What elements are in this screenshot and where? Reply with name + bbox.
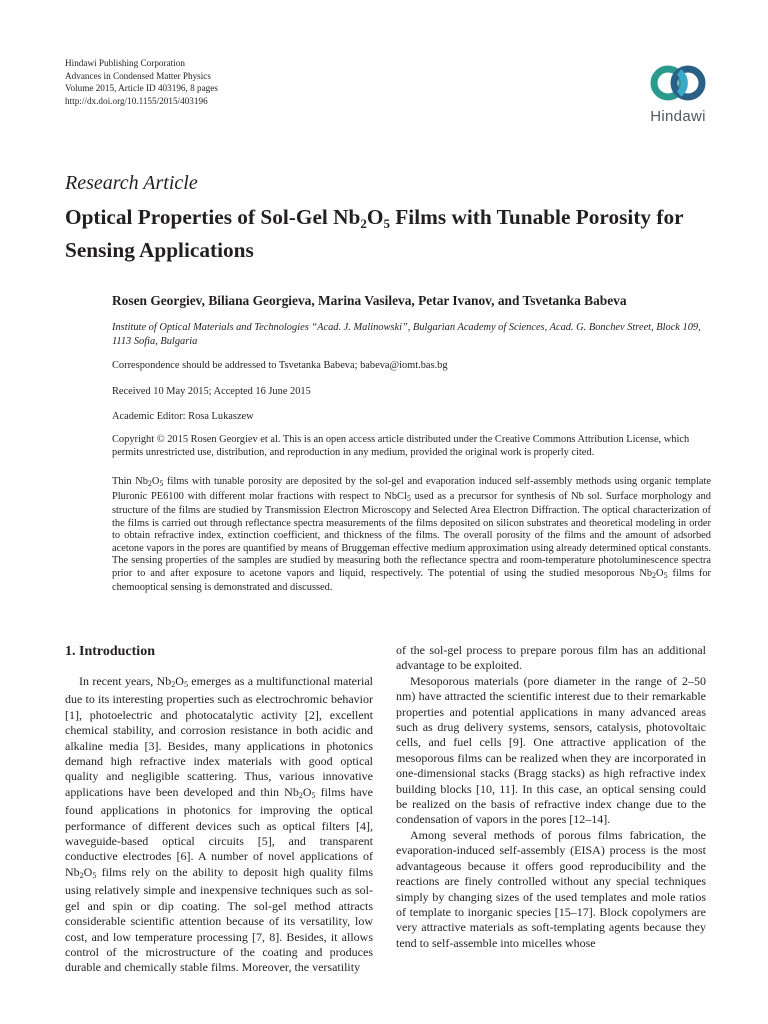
copyright-notice: Copyright © 2015 Rosen Georgiev et al. This is an open access article distributed under the Creative Commons Attribution License, which permits unrestricted use, distribution, and reproduction in any medium, provided the original work is properly cited.	[112, 434, 690, 458]
abstract: Thin $Nb_2O_5$ films with tunable porosity are deposited by the sol-gel and evaporation induced self-assembly methods using organic template Pluronic PE6100 with different molar fractions with respect to NbCl$_5$ used as a precursor for synthesis of Nb sol. Surface morphology and structure of the films are studied by Transmission Electron Microscopy and Selected Area Electron Diffraction. The optical characterization of the films is carried out through reflectance spectra measurements of the films deposited on silicon substrates and theoretical modeling in order to obtain refractive index, extinction coefficient, and thickness of the films. The overall porosity of the films and the amount of adsorbed acetone vapors in the pores are quantified by means of Bruggeman effective medium approximation using already determined optical constants. The sensing properties of the samples are studied by measuring both the reflectance spectra and room-temperature photoluminescence spectra prior to and after exposure to acetone vapors and liquid, respectively. The potential of using the studied mesoporous $Nb_2O_5$ films for chemooptical sensing is demonstrated and discussed.	[112, 476, 711, 593]
article-type: Research Article	[65, 172, 198, 194]
publisher-name: Hindawi Publishing Corporation	[65, 58, 185, 68]
section-heading-introduction: 1. Introduction	[65, 644, 155, 659]
received-dates: Received 10 May 2015; Accepted 16 June 2015	[112, 386, 311, 397]
author-list: Rosen Georgiev, Biliana Georgieva, Marina Vasileva, Petar Ivanov, and Tsvetanka Babeva	[112, 293, 627, 308]
doi-link[interactable]: http://dx.doi.org/10.1155/2015/403196	[65, 95, 208, 106]
body-column-left	[65, 674, 373, 976]
academic-editor: Academic Editor: Rosa Lukaszew	[112, 411, 254, 422]
affiliation: Institute of Optical Materials and Technologies “Acad. J. Malinowski”, Bulgarian Academy of Sciences, Acad. G. Bonchev Street, Block 109, 1113 Sofia, Bulgaria	[112, 322, 701, 347]
intro-paragraph-1-cont: of the sol-gel process to prepare porous film has an additional advantage to be exploited.	[396, 643, 706, 673]
journal-name: Advances in Condensed Matter Physics	[65, 70, 211, 81]
intro-paragraph-2: Mesoporous materials (pore diameter in the range of 2–50 nm) have attracted the scientific interest due to their remarkable properties and potential applications in many advanced areas such as drug delivery systems, sensors, catalysis, photovoltaic cells, and fuel cells [9]. One attractive application of the mesoporous films can be realized when they are incorporated in one-dimensional stacks (Bragg stacks) as high refractive index building blocks [10, 11]. In this case, an optical sensing could be realized on the basis of refractive index change due to the condensation of vapors in the pores [12–14].	[396, 673, 706, 827]
body-column-right	[396, 643, 706, 951]
intro-paragraph-3: Among several methods of porous films fabrication, the evaporation-induced self-assembly (EISA) process is the most advantageous because it offers good reproducibility and the reactions are finely controlled without any special techniques simply by changing sizes of the used templates and mole ratios of template to inorganic species [15–17]. Block copolymers are very attractive materials as soft-templating agents because they tend to self-assemble into micelles whose	[396, 827, 706, 950]
logo-text: Hindawi	[650, 108, 706, 125]
hindawi-rings-icon	[648, 61, 708, 107]
hindawi-logo[interactable]	[640, 61, 716, 125]
journal-header	[65, 57, 218, 107]
correspondence: Correspondence should be addressed to Tsvetanka Babeva; babeva@iomt.bas.bg	[112, 360, 448, 371]
article-title: Optical Properties of Sol-Gel $Nb_2O_5$ Films with Tunable Porosity for Sensing Applications	[65, 205, 684, 262]
volume-info: Volume 2015, Article ID 403196, 8 pages	[65, 83, 218, 93]
intro-paragraph-1: In recent years, $Nb_2O_5$ emerges as a multifunctional material due to its interesting properties such as electrochromic behavior [1], photoelectric and photocatalytic activity [2], excellent chemical stability, and corrosion resistance in both acidic and alkaline media [3]. Besides, many applications in photonics demand high refractive index materials with good optical quality and negligible scattering. Thus, various innovative applications have been developed and thin $Nb_2O_5$ films have found applications in photonics for improving the optical performance of different devices such as optical filters [4], waveguide-based optical circuits [5], and transparent conductive electrodes [6]. A number of novel applications of $Nb_2O_5$ films rely on the ability to deposit high quality films using relatively simple and inexpensive techniques such as sol-gel and spin or dip coating. The sol-gel method attracts considerable scientific attention because of its versatility, low cost, and low temperature processing [7, 8]. Besides, it allows control of the microstructure of the coating and produces durable and chemically stable films. Moreover, the versatility	[65, 674, 373, 975]
